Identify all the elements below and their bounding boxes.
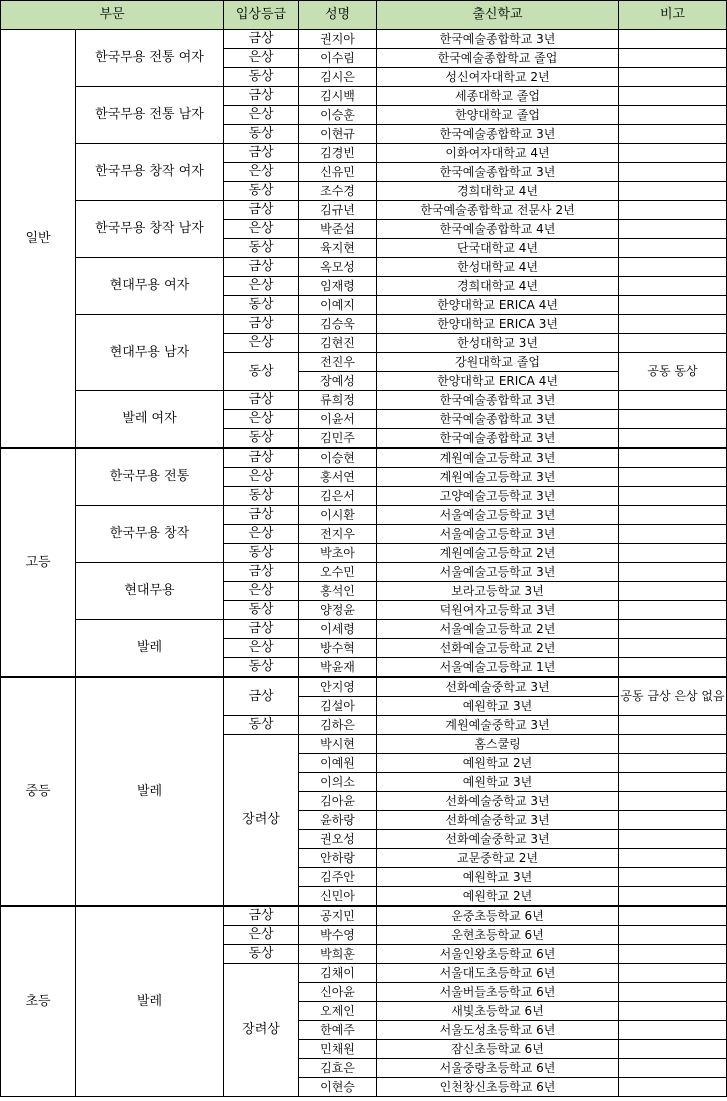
header-row: [1, 1, 727, 30]
grade-cell: 장려상: [224, 735, 299, 907]
remarks-cell: [619, 887, 727, 907]
school-cell: 예원학교 2년: [377, 754, 619, 773]
name-cell: 전진우: [299, 353, 377, 372]
table-row: [1, 448, 727, 468]
school-cell: 계원예술고등학교 3년: [377, 468, 619, 487]
school-cell: 잠신초등학교 6년: [377, 1040, 619, 1059]
remarks-cell: [619, 849, 727, 868]
school-cell: 선화예술중학교 3년: [377, 677, 619, 697]
grade-cell: 금상: [224, 144, 299, 163]
header-school: 출신학교: [377, 1, 619, 30]
name-cell: 이승훈: [299, 106, 377, 125]
name-cell: 박희훈: [299, 945, 377, 964]
name-cell: 김경빈: [299, 144, 377, 163]
name-cell: 안지영: [299, 677, 377, 697]
name-cell: 김하은: [299, 716, 377, 735]
name-cell: 권오성: [299, 830, 377, 849]
name-cell: 이수림: [299, 49, 377, 68]
category-cell: 한국무용 창작 여자: [76, 144, 224, 201]
grade-cell: 동상: [224, 125, 299, 144]
school-cell: 경희대학교 4년: [377, 277, 619, 296]
grade-cell: 동상: [224, 945, 299, 964]
section-cell: 중등: [1, 677, 76, 906]
table-row: [1, 258, 727, 277]
school-cell: 한국예술종합학교 4년: [377, 220, 619, 239]
remarks-cell: [619, 601, 727, 620]
grade-cell: 금상: [224, 563, 299, 582]
name-cell: 박수영: [299, 926, 377, 945]
remarks-cell: [619, 429, 727, 449]
school-cell: 서울버들초등학교 6년: [377, 983, 619, 1002]
grade-cell: 동상: [224, 487, 299, 506]
name-cell: 이의소: [299, 773, 377, 792]
name-cell: 박윤재: [299, 658, 377, 678]
school-cell: 한양대학교 ERICA 3년: [377, 315, 619, 334]
grade-cell: 금상: [224, 315, 299, 334]
remarks-cell: [619, 906, 727, 926]
name-cell: 류희정: [299, 391, 377, 410]
school-cell: 새빛초등학교 6년: [377, 1002, 619, 1021]
remarks-cell: [619, 125, 727, 144]
school-cell: 계원예술중학교 3년: [377, 716, 619, 735]
remarks-cell: [619, 106, 727, 125]
name-cell: 박준섭: [299, 220, 377, 239]
remarks-cell: [619, 296, 727, 315]
remarks-cell: [619, 315, 727, 334]
remarks-cell: [619, 220, 727, 239]
category-cell: 한국무용 창작: [76, 506, 224, 563]
name-cell: 육지현: [299, 239, 377, 258]
school-cell: 서울예술고등학교 1년: [377, 658, 619, 678]
grade-cell: 은상: [224, 582, 299, 601]
remarks-cell: [619, 525, 727, 544]
name-cell: 이세령: [299, 620, 377, 639]
remarks-cell: [619, 201, 727, 220]
name-cell: 오수민: [299, 563, 377, 582]
remarks-cell: [619, 945, 727, 964]
remarks-cell: [619, 754, 727, 773]
school-cell: 한성대학교 3년: [377, 334, 619, 353]
remarks-cell: [619, 391, 727, 410]
school-cell: 서울예술고등학교 2년: [377, 620, 619, 639]
remarks-cell: [619, 1078, 727, 1097]
table-body: [1, 30, 727, 1097]
remarks-cell: [619, 49, 727, 68]
table-row: [1, 563, 727, 582]
section-cell: 고등: [1, 448, 76, 677]
grade-cell: 동상: [224, 544, 299, 563]
school-cell: 예원학교 2년: [377, 887, 619, 907]
name-cell: 윤하랑: [299, 811, 377, 830]
school-cell: 한국예술종합학교 3년: [377, 30, 619, 49]
remarks-cell: [619, 182, 727, 201]
header-remarks: 비고: [619, 1, 727, 30]
remarks-cell: [619, 773, 727, 792]
school-cell: 한국예술종합학교 졸업: [377, 49, 619, 68]
name-cell: 옥모성: [299, 258, 377, 277]
grade-cell: 은상: [224, 639, 299, 658]
school-cell: 보라고등학교 3년: [377, 582, 619, 601]
header-grade: 입상등급: [224, 1, 299, 30]
table-row: [1, 30, 727, 49]
name-cell: 김주안: [299, 868, 377, 887]
category-cell: 발레 여자: [76, 391, 224, 449]
remarks-cell: [619, 926, 727, 945]
school-cell: 서울인왕초등학교 6년: [377, 945, 619, 964]
grade-cell: 은상: [224, 468, 299, 487]
remarks-cell: [619, 68, 727, 87]
remarks-cell: 공동 동상: [619, 353, 727, 391]
name-cell: 박초아: [299, 544, 377, 563]
remarks-cell: [619, 144, 727, 163]
grade-cell: 동상: [224, 658, 299, 678]
school-cell: 운중초등학교 6년: [377, 906, 619, 926]
name-cell: 김민주: [299, 429, 377, 449]
name-cell: 김은서: [299, 487, 377, 506]
school-cell: 한국예술종합학교 3년: [377, 163, 619, 182]
remarks-cell: [619, 239, 727, 258]
name-cell: 민채원: [299, 1040, 377, 1059]
remarks-cell: [619, 964, 727, 983]
name-cell: 김효은: [299, 1059, 377, 1078]
name-cell: 이현규: [299, 125, 377, 144]
school-cell: 한국예술종합학교 3년: [377, 391, 619, 410]
name-cell: 이승현: [299, 448, 377, 468]
grade-cell: 금상: [224, 201, 299, 220]
remarks-cell: 공동 금상 은상 없음: [619, 677, 727, 716]
table-row: [1, 391, 727, 410]
remarks-cell: [619, 410, 727, 429]
remarks-cell: [619, 983, 727, 1002]
grade-cell: 은상: [224, 277, 299, 296]
school-cell: 단국대학교 4년: [377, 239, 619, 258]
grade-cell: 은상: [224, 525, 299, 544]
name-cell: 김현진: [299, 334, 377, 353]
school-cell: 선화예술중학교 3년: [377, 830, 619, 849]
name-cell: 임재령: [299, 277, 377, 296]
grade-cell: 은상: [224, 410, 299, 429]
category-cell: 한국무용 전통: [76, 448, 224, 506]
remarks-cell: [619, 30, 727, 49]
section-cell: 초등: [1, 906, 76, 1097]
remarks-cell: [619, 716, 727, 735]
category-cell: 현대무용 여자: [76, 258, 224, 315]
name-cell: 이윤서: [299, 410, 377, 429]
school-cell: 계원예술고등학교 2년: [377, 544, 619, 563]
remarks-cell: [619, 334, 727, 353]
table-row: [1, 144, 727, 163]
name-cell: 홍석인: [299, 582, 377, 601]
school-cell: 한성대학교 4년: [377, 258, 619, 277]
grade-cell: 은상: [224, 49, 299, 68]
grade-cell: 금상: [224, 258, 299, 277]
grade-cell: 동상: [224, 68, 299, 87]
name-cell: 이예원: [299, 754, 377, 773]
name-cell: 양정윤: [299, 601, 377, 620]
grade-cell: 동상: [224, 601, 299, 620]
grade-cell: 은상: [224, 220, 299, 239]
remarks-cell: [619, 1059, 727, 1078]
school-cell: 선화예술중학교 3년: [377, 792, 619, 811]
school-cell: 선화예술중학교 3년: [377, 811, 619, 830]
grade-cell: 은상: [224, 106, 299, 125]
header-division: 부문: [1, 1, 224, 30]
name-cell: 신유민: [299, 163, 377, 182]
grade-cell: 은상: [224, 334, 299, 353]
remarks-cell: [619, 811, 727, 830]
school-cell: 한국예술종합학교 전문사 2년: [377, 201, 619, 220]
name-cell: 이예지: [299, 296, 377, 315]
table-row: [1, 620, 727, 639]
grade-cell: 동상: [224, 296, 299, 315]
category-cell: 현대무용 남자: [76, 315, 224, 391]
name-cell: 한예주: [299, 1021, 377, 1040]
school-cell: 경희대학교 4년: [377, 182, 619, 201]
school-cell: 한양대학교 ERICA 4년: [377, 296, 619, 315]
remarks-cell: [619, 544, 727, 563]
name-cell: 홍서연: [299, 468, 377, 487]
remarks-cell: [619, 1040, 727, 1059]
remarks-cell: [619, 277, 727, 296]
name-cell: 장예성: [299, 372, 377, 391]
remarks-cell: [619, 830, 727, 849]
school-cell: 한양대학교 졸업: [377, 106, 619, 125]
school-cell: 서울예술고등학교 3년: [377, 525, 619, 544]
school-cell: 서울중랑초등학교 6년: [377, 1059, 619, 1078]
table-row: [1, 87, 727, 106]
remarks-cell: [619, 448, 727, 468]
table-row: [1, 201, 727, 220]
remarks-cell: [619, 868, 727, 887]
table-row: [1, 906, 727, 926]
school-cell: 한국예술종합학교 3년: [377, 125, 619, 144]
remarks-cell: [619, 639, 727, 658]
name-cell: 안하랑: [299, 849, 377, 868]
grade-cell: 금상: [224, 391, 299, 410]
school-cell: 운현초등학교 6년: [377, 926, 619, 945]
grade-cell: 은상: [224, 163, 299, 182]
remarks-cell: [619, 258, 727, 277]
school-cell: 한양대학교 ERICA 4년: [377, 372, 619, 391]
school-cell: 예원학교 3년: [377, 773, 619, 792]
name-cell: 공지민: [299, 906, 377, 926]
remarks-cell: [619, 1021, 727, 1040]
grade-cell: 장려상: [224, 964, 299, 1097]
remarks-cell: [619, 506, 727, 525]
grade-cell: 동상: [224, 429, 299, 449]
grade-cell: 동상: [224, 716, 299, 735]
name-cell: 이현승: [299, 1078, 377, 1097]
school-cell: 성신여자대학교 2년: [377, 68, 619, 87]
remarks-cell: [619, 658, 727, 678]
name-cell: 김채이: [299, 964, 377, 983]
grade-cell: 금상: [224, 448, 299, 468]
category-cell: 발레: [76, 906, 224, 1097]
school-cell: 고양예술고등학교 3년: [377, 487, 619, 506]
school-cell: 한국예술종합학교 3년: [377, 429, 619, 449]
name-cell: 오제인: [299, 1002, 377, 1021]
school-cell: 세종대학교 졸업: [377, 87, 619, 106]
category-cell: 한국무용 창작 남자: [76, 201, 224, 258]
grade-cell: 금상: [224, 87, 299, 106]
school-cell: 강원대학교 졸업: [377, 353, 619, 372]
remarks-cell: [619, 87, 727, 106]
grade-cell: 금상: [224, 906, 299, 926]
table-row: [1, 506, 727, 525]
category-cell: 한국무용 전통 남자: [76, 87, 224, 144]
name-cell: 이시환: [299, 506, 377, 525]
name-cell: 김설아: [299, 697, 377, 716]
table-row: [1, 677, 727, 697]
school-cell: 서울예술고등학교 3년: [377, 563, 619, 582]
school-cell: 교문중학교 2년: [377, 849, 619, 868]
name-cell: 조수경: [299, 182, 377, 201]
name-cell: 전지우: [299, 525, 377, 544]
school-cell: 서울대도초등학교 6년: [377, 964, 619, 983]
name-cell: 권지아: [299, 30, 377, 49]
name-cell: 신민아: [299, 887, 377, 907]
school-cell: 한국예술종합학교 3년: [377, 410, 619, 429]
school-cell: 서울도성초등학교 6년: [377, 1021, 619, 1040]
table-row: [1, 315, 727, 334]
school-cell: 덕원여자고등학교 3년: [377, 601, 619, 620]
remarks-cell: [619, 620, 727, 639]
name-cell: 김시백: [299, 87, 377, 106]
name-cell: 김아윤: [299, 792, 377, 811]
grade-cell: 동상: [224, 239, 299, 258]
grade-cell: 금상: [224, 677, 299, 716]
name-cell: 김승욱: [299, 315, 377, 334]
category-cell: 현대무용: [76, 563, 224, 620]
name-cell: 김규년: [299, 201, 377, 220]
remarks-cell: [619, 1002, 727, 1021]
remarks-cell: [619, 163, 727, 182]
name-cell: 신아윤: [299, 983, 377, 1002]
grade-cell: 은상: [224, 926, 299, 945]
name-cell: 방수혁: [299, 639, 377, 658]
school-cell: 서울예술고등학교 3년: [377, 506, 619, 525]
school-cell: 홈스쿨링: [377, 735, 619, 754]
remarks-cell: [619, 792, 727, 811]
remarks-cell: [619, 468, 727, 487]
school-cell: 인천창신초등학교 6년: [377, 1078, 619, 1097]
school-cell: 계원예술고등학교 3년: [377, 448, 619, 468]
header-name: 성명: [299, 1, 377, 30]
grade-cell: 동상: [224, 353, 299, 391]
category-cell: 발레: [76, 620, 224, 678]
grade-cell: 동상: [224, 182, 299, 201]
remarks-cell: [619, 582, 727, 601]
name-cell: 김시은: [299, 68, 377, 87]
remarks-cell: [619, 735, 727, 754]
school-cell: 예원학교 3년: [377, 697, 619, 716]
category-cell: 한국무용 전통 여자: [76, 30, 224, 87]
remarks-cell: [619, 563, 727, 582]
school-cell: 예원학교 3년: [377, 868, 619, 887]
school-cell: 이화여자대학교 4년: [377, 144, 619, 163]
school-cell: 선화예술고등학교 2년: [377, 639, 619, 658]
grade-cell: 금상: [224, 30, 299, 49]
remarks-cell: [619, 487, 727, 506]
grade-cell: 금상: [224, 506, 299, 525]
grade-cell: 금상: [224, 620, 299, 639]
category-cell: 발레: [76, 677, 224, 906]
section-cell: 일반: [1, 30, 76, 449]
name-cell: 박시현: [299, 735, 377, 754]
